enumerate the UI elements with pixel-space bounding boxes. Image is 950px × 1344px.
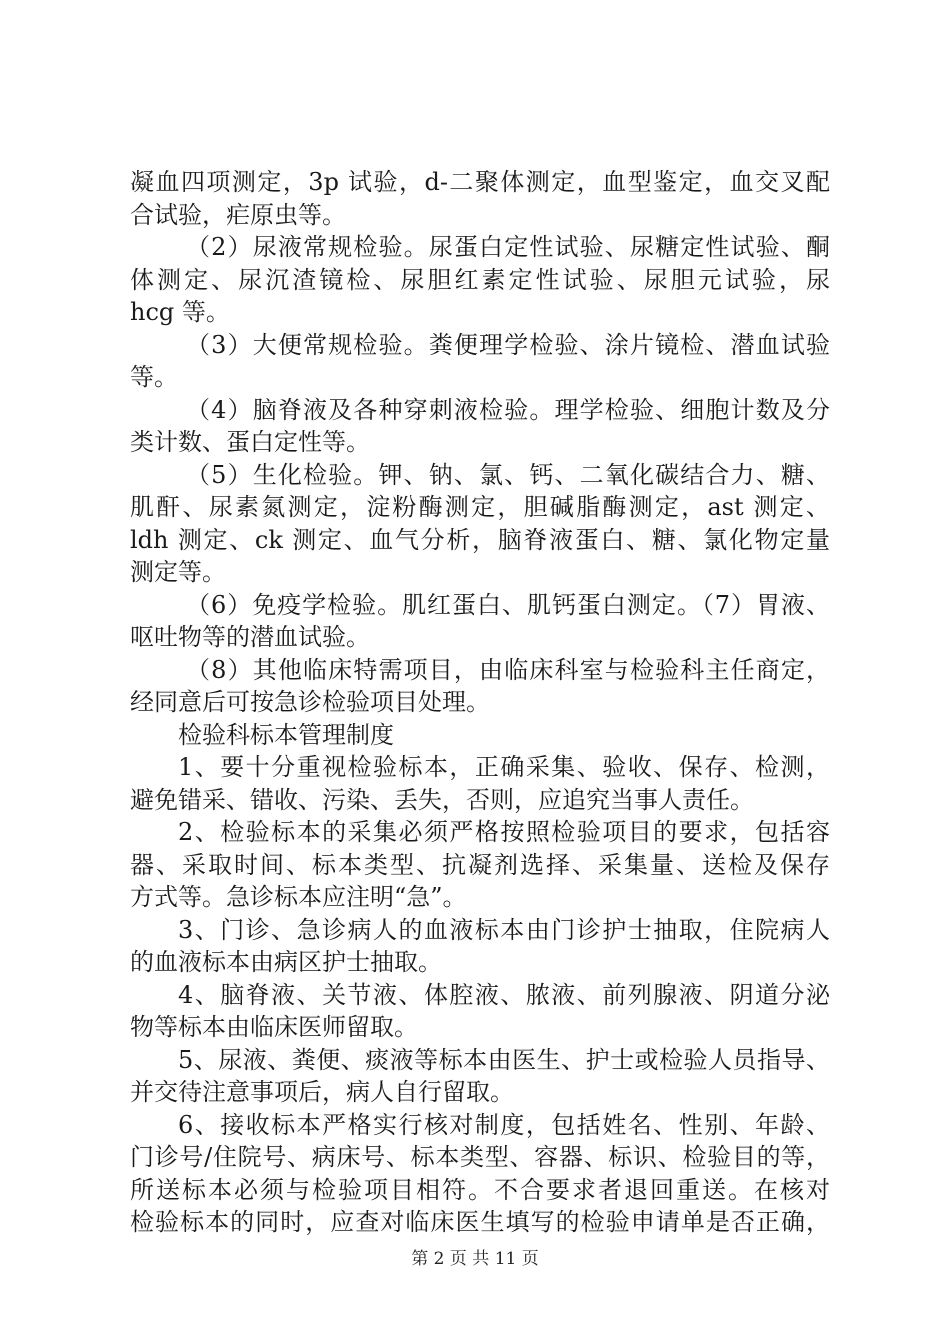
- document-body: [130, 166, 830, 1239]
- text-line: 经同意后可按急诊检验项目处理。: [130, 688, 490, 716]
- text-line: （8）其他临床特需项目，由临床科室与检验科主任商定，: [186, 655, 830, 684]
- text-line: 器、采取时间、标本类型、抗凝剂选择、采集量、送检及保存: [130, 850, 830, 879]
- text-line: （6）免疫学检验。肌红蛋白、肌钙蛋白测定。（7）胃液、: [186, 590, 830, 619]
- text-line: 3、门诊、急诊病人的血液标本由门诊护士抽取，住院病人: [178, 915, 830, 944]
- text-line: （4）脑脊液及各种穿刺液检验。理学检验、细胞计数及分: [186, 395, 830, 424]
- text-line: 的血液标本由病区护士抽取。: [130, 948, 442, 976]
- text-line: ldh 测定、ck 测定、血气分析，脑脊液蛋白、糖、氯化物定量: [130, 525, 830, 554]
- text-line: 测定等。: [130, 558, 226, 586]
- text-line: 呕吐物等的潜血试验。: [130, 623, 370, 651]
- text-line: （3）大便常规检验。粪便理学检验、涂片镜检、潜血试验: [186, 330, 830, 359]
- page-footer: 第 2 页 共 11 页: [411, 1249, 539, 1269]
- text-line: 类计数、蛋白定性等。: [130, 428, 370, 456]
- text-line: 体测定、尿沉渣镜检、尿胆红素定性试验、尿胆元试验，尿: [130, 265, 830, 294]
- text-line: 6、接收标本严格实行核对制度，包括姓名、性别、年龄、: [178, 1110, 830, 1139]
- text-line: 肌酐、尿素氮测定，淀粉酶测定，胆碱脂酶测定，ast 测定、: [130, 493, 830, 521]
- text-line: 检验标本的同时，应查对临床医生填写的检验申请单是否正确，: [130, 1208, 830, 1236]
- text-line: 凝血四项测定，3p 试验，d-二聚体测定，血型鉴定，血交叉配: [130, 168, 830, 196]
- text-line: 门诊号/住院号、病床号、标本类型、容器、标识、检验目的等，: [130, 1143, 830, 1171]
- text-line: 所送标本必须与检验项目相符。不合要求者退回重送。在核对: [130, 1175, 830, 1204]
- text-line: （2）尿液常规检验。尿蛋白定性试验、尿糖定性试验、酮: [186, 233, 830, 261]
- text-line: 物等标本由临床医师留取。: [130, 1013, 418, 1041]
- text-line: 5、尿液、粪便、痰液等标本由医生、护士或检验人员指导、: [178, 1045, 830, 1074]
- text-line: 避免错采、错收、污染、丢失，否则，应追究当事人责任。: [130, 785, 754, 814]
- text-line: hcg 等。: [130, 298, 230, 326]
- text-line: （5）生化检验。钾、钠、氯、钙、二氧化碳结合力、糖、: [186, 460, 830, 489]
- text-line: 方式等。急诊标本应注明“急”。: [130, 883, 467, 911]
- text-line: 合试验，疟原虫等。: [130, 200, 346, 229]
- text-line: 并交待注意事项后，病人自行留取。: [130, 1078, 514, 1106]
- text-line: 2、检验标本的采集必须严格按照检验项目的要求，包括容: [178, 818, 830, 846]
- text-line: 4、脑脊液、关节液、体腔液、脓液、前列腺液、阴道分泌: [178, 980, 830, 1009]
- text-line: 等。: [130, 363, 178, 391]
- text-line: 1、要十分重视检验标本，正确采集、验收、保存、检测，: [178, 753, 830, 781]
- section-heading: 检验科标本管理制度: [178, 720, 394, 749]
